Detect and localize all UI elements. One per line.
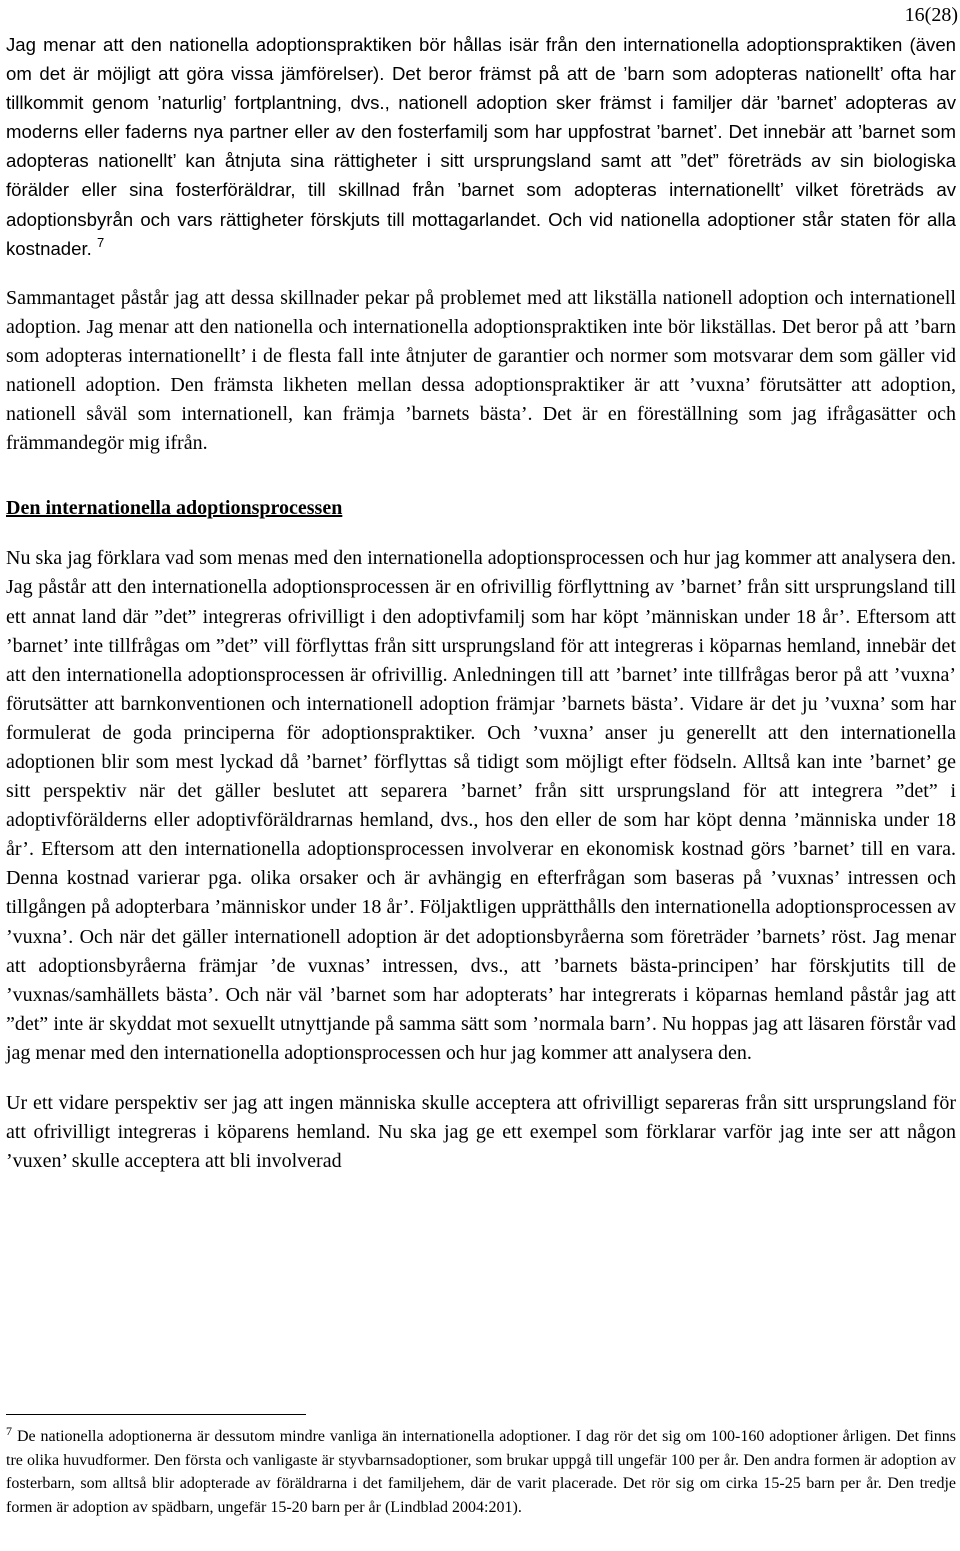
footnote-divider bbox=[6, 1414, 306, 1415]
footnote-number: 7 bbox=[6, 1424, 12, 1438]
paragraph-2: Sammantaget påstår jag att dessa skillnader pekar på problemet med att likställa nationell adoption och internationell adoption. Jag menar att den nationella och internationella adoptionspraktiken inte bör likställas. Det beror på att ’barn som adopteras internationellt’ i de flesta fall inte åtnjuter de garantier och normer som motsvarar dem som gäller vid nationell adoption. Den främsta likheten mellan dessa adoptionspraktiker är att ’vuxna’ förutsätter att adoption, nationell såväl som internationell, kan främja ’barnets bästa’. Det är en föreställning som jag ifrågasätter och främmandegör mig ifrån. bbox=[6, 286, 956, 455]
section-heading: Den internationella adoptionsprocessen bbox=[6, 497, 343, 520]
page-number: 16(28) bbox=[904, 4, 958, 26]
footnote-text: De nationella adoptionerna är dessutom mindre vanliga än internationella adoptioner. I dag rör det sig om 100-160 adoptioner årligen. Det finns tre olika huvudformer. Den första och vanligaste är styvbarnsadoptioner, som brukar uppgå till ungefär 100 per år. Den andra formen är adoption av fosterbarn, som alltså blir adopterade av föräldrarna i det familjehem, där de varit placerade. Det rör sig om cirka 15-25 barn per år. Den tredje formen är adoption av spädbarn, ungefär 15-20 barn per år (Lindblad 2004:201). bbox=[6, 1428, 957, 1517]
paragraph-1 bbox=[6, 30, 956, 263]
footnote bbox=[6, 1425, 956, 1520]
document-body bbox=[6, 30, 956, 1176]
paragraph-3: Nu ska jag förklara vad som menas med den internationella adoptionsprocessen och hur jag kommer att analysera den. Jag påstår att den internationella adoptionsprocessen är en ofrivillig förflyttning av ’barnet’ från sitt ursprungsland till ett annat land där ”det” integreras ofrivilligt i den adoptivfamilj som har köpt ’människan under 18 år’. Eftersom att ’barnet’ inte tillfrågas om ”det” vill förflyttas från sitt ursprungsland för att integreras i köparnas hemland, innebär det att den internationella adoptionsprocessen är ofrivillig. Anledningen till att ’barnet’ inte tillfrågas beror på att ’vuxna’ förutsätter att barnkonventionen och internationell adoption främjar ’barnets bästa’. Vidare är det ju ’vuxna’ som har formulerat de goda principerna för adoptionspraktiker. Och ’vuxna’ anser ju generellt att den internationella adoptionen blir som mest lyckad då ’barnet’ förflyttas så tidigt som möjligt efter födseln. Alltså kan inte ’barnet’ ge sitt perspektiv när det gäller beslutet att separera ’barnet’ från sitt ursprungsland för att integrera ”det” i adoptivförälderns eller adoptivföräldrarnas hemland, dvs., hos den eller de som har köpt denna ’människa under 18 år’. Eftersom att den internationella adoptionsprocessen involverar en ekonomisk kostnad görs ’barnet’ till en vara. Denna kostnad varierar pga. olika orsaker och är avhängig en efterfrågan som baseras på ’vuxnas’ intressen och tillgången på adopterbara ’människor under 18 år’. Följaktligen upprätthålls den internationella adoptionsprocessen av ’vuxna’. Och när det gäller internationell adoption är det adoptionsbyråerna som företräder ’barnets’ röst. Jag menar att adoptionsbyråerna främjar ’de vuxnas’ intressen, dvs., att ’barnets bästa-principen’ har förskjutits till de ’vuxnas/samhällets bästa’. Och när väl ’barnet som har adopterats’ har integrerats i köparnas hemland påstår jag att ”det” inte är skyddat mot sexuellt utnyttjande på samma sätt som ’normala barn’. Nu hoppas jag att läsaren förstår vad jag menar med den internationella adoptionsprocessen och hur jag kommer att analysera den. bbox=[6, 547, 956, 1064]
paragraph-4: Ur ett vidare perspektiv ser jag att ingen människa skulle acceptera att ofrivilligt separeras från sitt ursprungsland för att ofrivilligt integreras i köparens hemland. Nu ska jag ge ett exempel som förklarar varför jag inte ser att någon ’vuxen’ skulle acceptera att bli involverad bbox=[6, 1092, 956, 1173]
paragraph-1-text: Jag menar att den nationella adoptionspraktiken bör hållas isär från den internationella adoptionspraktiken (även om det är möjligt att göra vissa jämförelser). Det beror främst på att de ’barn som adopteras nationellt’ ofta har tillkommit genom ’naturlig’ fortplantning, dvs., nationell adoption sker främst i familjer där ’barnet’ adopteras av moderns eller faderns nya partner eller av den fosterfamilj som har uppfostrat ’barnet’. Det innebär att ’barnet som adopteras nationellt’ kan åtnjuta sina rättigheter i sitt ursprungsland samt att ”det” företräds av sin biologiska förälder eller sina fosterföräldrar, till skillnad från ’barnet som adopteras internationellt’ vilket företräds av adoptionsbyrån och vars rättigheter förskjuts till mottagarlandet. Och vid nationella adoptioner står staten för alla kostnader. bbox=[6, 34, 956, 259]
footnote-reference[interactable]: 7 bbox=[96, 234, 105, 250]
